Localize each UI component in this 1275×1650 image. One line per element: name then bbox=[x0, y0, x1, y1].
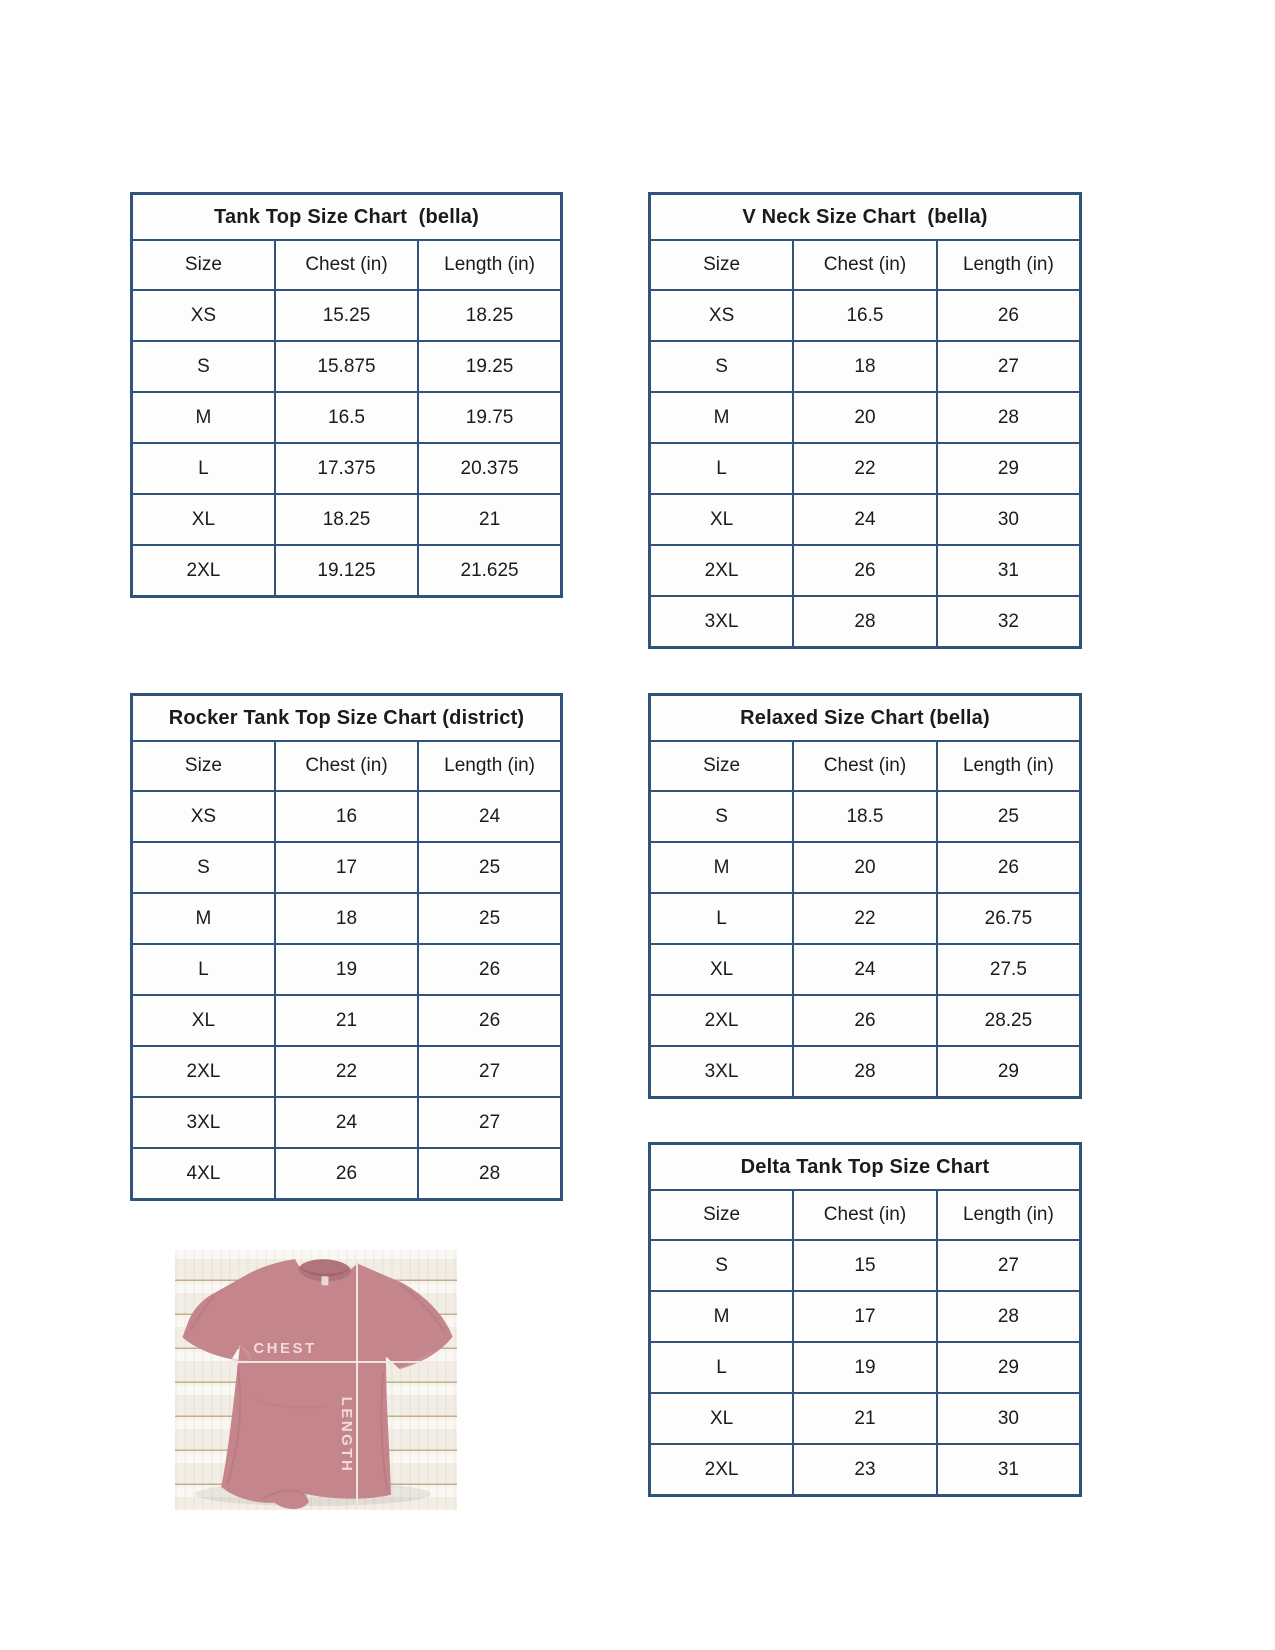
table-cell: 27.5 bbox=[937, 944, 1081, 995]
table-cell: S bbox=[132, 842, 275, 893]
table-title: Tank Top Size Chart (bella) bbox=[132, 194, 562, 241]
table-cell: M bbox=[650, 842, 794, 893]
table-row bbox=[650, 893, 1081, 944]
table-cell: L bbox=[132, 443, 275, 494]
column-header-chest: Chest (in) bbox=[275, 741, 418, 791]
table-cell: 26 bbox=[793, 995, 937, 1046]
table-row bbox=[650, 494, 1081, 545]
table-tank-top-bella bbox=[130, 192, 563, 598]
collar-tag bbox=[321, 1276, 328, 1285]
size-table bbox=[648, 693, 1082, 1099]
table-row bbox=[132, 995, 562, 1046]
column-header-chest: Chest (in) bbox=[793, 741, 937, 791]
table-cell: M bbox=[650, 1291, 794, 1342]
table-row bbox=[132, 791, 562, 842]
table-cell: 22 bbox=[793, 893, 937, 944]
table-cell: 28 bbox=[937, 392, 1081, 443]
table-cell: 28 bbox=[418, 1148, 561, 1200]
table-title: Relaxed Size Chart (bella) bbox=[650, 695, 1081, 742]
table-cell: 28.25 bbox=[937, 995, 1081, 1046]
size-table bbox=[648, 1142, 1082, 1497]
table-header-row bbox=[650, 240, 1081, 290]
table-cell: 24 bbox=[793, 944, 937, 995]
size-table bbox=[130, 693, 563, 1201]
table-cell: 26 bbox=[275, 1148, 418, 1200]
table-cell: 18 bbox=[275, 893, 418, 944]
table-body bbox=[650, 791, 1081, 1098]
table-row bbox=[650, 392, 1081, 443]
table-cell: 26 bbox=[937, 842, 1081, 893]
table-cell: 15.875 bbox=[275, 341, 418, 392]
table-header-row bbox=[650, 1190, 1081, 1240]
table-cell: XS bbox=[650, 290, 794, 341]
column-header-size: Size bbox=[650, 1190, 794, 1240]
table-cell: 18.25 bbox=[418, 290, 561, 341]
table-cell: 22 bbox=[793, 443, 937, 494]
table-row bbox=[132, 290, 562, 341]
table-relaxed-bella bbox=[648, 693, 1082, 1099]
table-cell: 3XL bbox=[650, 596, 794, 648]
table-cell: XS bbox=[132, 791, 275, 842]
table-row bbox=[132, 1148, 562, 1200]
column-header-chest: Chest (in) bbox=[793, 240, 937, 290]
table-title: V Neck Size Chart (bella) bbox=[650, 194, 1081, 241]
table-cell: 27 bbox=[418, 1046, 561, 1097]
table-cell: 30 bbox=[937, 494, 1081, 545]
table-cell: 15.25 bbox=[275, 290, 418, 341]
table-cell: XL bbox=[650, 1393, 794, 1444]
table-cell: 28 bbox=[937, 1291, 1081, 1342]
table-body bbox=[132, 791, 562, 1200]
table-cell: 19.125 bbox=[275, 545, 418, 597]
table-cell: 27 bbox=[937, 1240, 1081, 1291]
shirt-measurement-photo bbox=[175, 1250, 457, 1510]
table-cell: L bbox=[650, 1342, 794, 1393]
table-cell: 16.5 bbox=[793, 290, 937, 341]
table-cell: S bbox=[132, 341, 275, 392]
table-cell: XL bbox=[650, 494, 794, 545]
table-cell: 2XL bbox=[650, 995, 794, 1046]
table-row bbox=[650, 1393, 1081, 1444]
table-cell: XL bbox=[132, 494, 275, 545]
column-header-size: Size bbox=[132, 240, 275, 290]
column-header-size: Size bbox=[650, 741, 794, 791]
table-cell: 24 bbox=[793, 494, 937, 545]
table-row bbox=[132, 494, 562, 545]
table-cell: 17 bbox=[275, 842, 418, 893]
table-cell: 25 bbox=[418, 893, 561, 944]
table-title-row bbox=[132, 695, 562, 742]
table-row bbox=[650, 1046, 1081, 1098]
length-label: LENGTH bbox=[338, 1396, 355, 1474]
table-cell: 18.25 bbox=[275, 494, 418, 545]
table-cell: 20.375 bbox=[418, 443, 561, 494]
table-cell: 32 bbox=[937, 596, 1081, 648]
table-cell: 21.625 bbox=[418, 545, 561, 597]
table-cell: 3XL bbox=[132, 1097, 275, 1148]
table-cell: 24 bbox=[275, 1097, 418, 1148]
table-header-row bbox=[650, 741, 1081, 791]
table-cell: 15 bbox=[793, 1240, 937, 1291]
table-row bbox=[650, 842, 1081, 893]
table-cell: 25 bbox=[937, 791, 1081, 842]
table-cell: 16 bbox=[275, 791, 418, 842]
table-cell: 29 bbox=[937, 1342, 1081, 1393]
table-cell: L bbox=[132, 944, 275, 995]
table-rocker-tank-top-district bbox=[130, 693, 563, 1201]
table-body bbox=[650, 290, 1081, 648]
table-cell: 19.25 bbox=[418, 341, 561, 392]
table-delta-tank-top bbox=[648, 1142, 1082, 1497]
table-row bbox=[650, 1240, 1081, 1291]
table-header-row bbox=[132, 240, 562, 290]
table-cell: M bbox=[650, 392, 794, 443]
table-row bbox=[132, 443, 562, 494]
table-cell: 3XL bbox=[650, 1046, 794, 1098]
column-header-size: Size bbox=[132, 741, 275, 791]
table-body bbox=[132, 290, 562, 597]
table-cell: L bbox=[650, 443, 794, 494]
table-row bbox=[650, 545, 1081, 596]
table-cell: 2XL bbox=[650, 545, 794, 596]
table-row bbox=[650, 944, 1081, 995]
table-row bbox=[650, 443, 1081, 494]
table-cell: 31 bbox=[937, 545, 1081, 596]
table-cell: S bbox=[650, 1240, 794, 1291]
table-cell: 17 bbox=[793, 1291, 937, 1342]
table-cell: 29 bbox=[937, 1046, 1081, 1098]
table-row bbox=[132, 1097, 562, 1148]
table-cell: 18 bbox=[793, 341, 937, 392]
table-body bbox=[650, 1240, 1081, 1496]
table-cell: L bbox=[650, 893, 794, 944]
table-cell: 19 bbox=[793, 1342, 937, 1393]
table-cell: 27 bbox=[937, 341, 1081, 392]
table-cell: 20 bbox=[793, 842, 937, 893]
table-row bbox=[132, 944, 562, 995]
table-title-row bbox=[650, 695, 1081, 742]
table-cell: 17.375 bbox=[275, 443, 418, 494]
table-row bbox=[132, 392, 562, 443]
column-header-size: Size bbox=[650, 240, 794, 290]
shirt-body bbox=[177, 1255, 456, 1510]
table-row bbox=[132, 842, 562, 893]
column-header-length: Length (in) bbox=[937, 741, 1081, 791]
table-cell: 18.5 bbox=[793, 791, 937, 842]
table-cell: XL bbox=[650, 944, 794, 995]
table-cell: 16.5 bbox=[275, 392, 418, 443]
table-cell: XL bbox=[132, 995, 275, 1046]
table-cell: M bbox=[132, 893, 275, 944]
table-title-row bbox=[132, 194, 562, 241]
table-row bbox=[650, 1342, 1081, 1393]
table-cell: 21 bbox=[275, 995, 418, 1046]
table-cell: 2XL bbox=[132, 1046, 275, 1097]
table-cell: 23 bbox=[793, 1444, 937, 1496]
table-cell: 4XL bbox=[132, 1148, 275, 1200]
table-row bbox=[132, 341, 562, 392]
table-cell: 30 bbox=[937, 1393, 1081, 1444]
size-table bbox=[648, 192, 1082, 649]
table-row bbox=[650, 290, 1081, 341]
table-cell: 21 bbox=[793, 1393, 937, 1444]
table-v-neck-bella bbox=[648, 192, 1082, 649]
chest-label: CHEST bbox=[253, 1340, 317, 1357]
table-cell: 26 bbox=[937, 290, 1081, 341]
table-row bbox=[650, 791, 1081, 842]
table-cell: 20 bbox=[793, 392, 937, 443]
size-table bbox=[130, 192, 563, 598]
table-cell: 22 bbox=[275, 1046, 418, 1097]
table-cell: 27 bbox=[418, 1097, 561, 1148]
table-cell: 26 bbox=[418, 944, 561, 995]
table-cell: 28 bbox=[793, 1046, 937, 1098]
table-cell: 25 bbox=[418, 842, 561, 893]
table-cell: S bbox=[650, 341, 794, 392]
table-title-row bbox=[650, 1144, 1081, 1191]
table-cell: 24 bbox=[418, 791, 561, 842]
table-cell: 26 bbox=[793, 545, 937, 596]
table-cell: S bbox=[650, 791, 794, 842]
table-cell: 26.75 bbox=[937, 893, 1081, 944]
column-header-chest: Chest (in) bbox=[275, 240, 418, 290]
table-cell: M bbox=[132, 392, 275, 443]
table-row bbox=[650, 1291, 1081, 1342]
column-header-length: Length (in) bbox=[937, 240, 1081, 290]
table-title-row bbox=[650, 194, 1081, 241]
table-cell: 19 bbox=[275, 944, 418, 995]
table-cell: 28 bbox=[793, 596, 937, 648]
table-row bbox=[132, 545, 562, 597]
table-row bbox=[650, 341, 1081, 392]
column-header-length: Length (in) bbox=[418, 741, 561, 791]
shirt bbox=[177, 1254, 456, 1510]
column-header-length: Length (in) bbox=[418, 240, 561, 290]
column-header-length: Length (in) bbox=[937, 1190, 1081, 1240]
table-title: Rocker Tank Top Size Chart (district) bbox=[132, 695, 562, 742]
table-row bbox=[132, 893, 562, 944]
table-header-row bbox=[132, 741, 562, 791]
table-cell: 2XL bbox=[132, 545, 275, 597]
table-cell: 26 bbox=[418, 995, 561, 1046]
table-cell: 31 bbox=[937, 1444, 1081, 1496]
table-cell: 21 bbox=[418, 494, 561, 545]
table-row bbox=[650, 995, 1081, 1046]
table-row bbox=[132, 1046, 562, 1097]
column-header-chest: Chest (in) bbox=[793, 1190, 937, 1240]
table-cell: 2XL bbox=[650, 1444, 794, 1496]
table-title: Delta Tank Top Size Chart bbox=[650, 1144, 1081, 1191]
table-cell: 19.75 bbox=[418, 392, 561, 443]
table-row bbox=[650, 596, 1081, 648]
table-cell: 29 bbox=[937, 443, 1081, 494]
table-row bbox=[650, 1444, 1081, 1496]
shirt-graphic bbox=[175, 1250, 457, 1510]
table-cell: XS bbox=[132, 290, 275, 341]
